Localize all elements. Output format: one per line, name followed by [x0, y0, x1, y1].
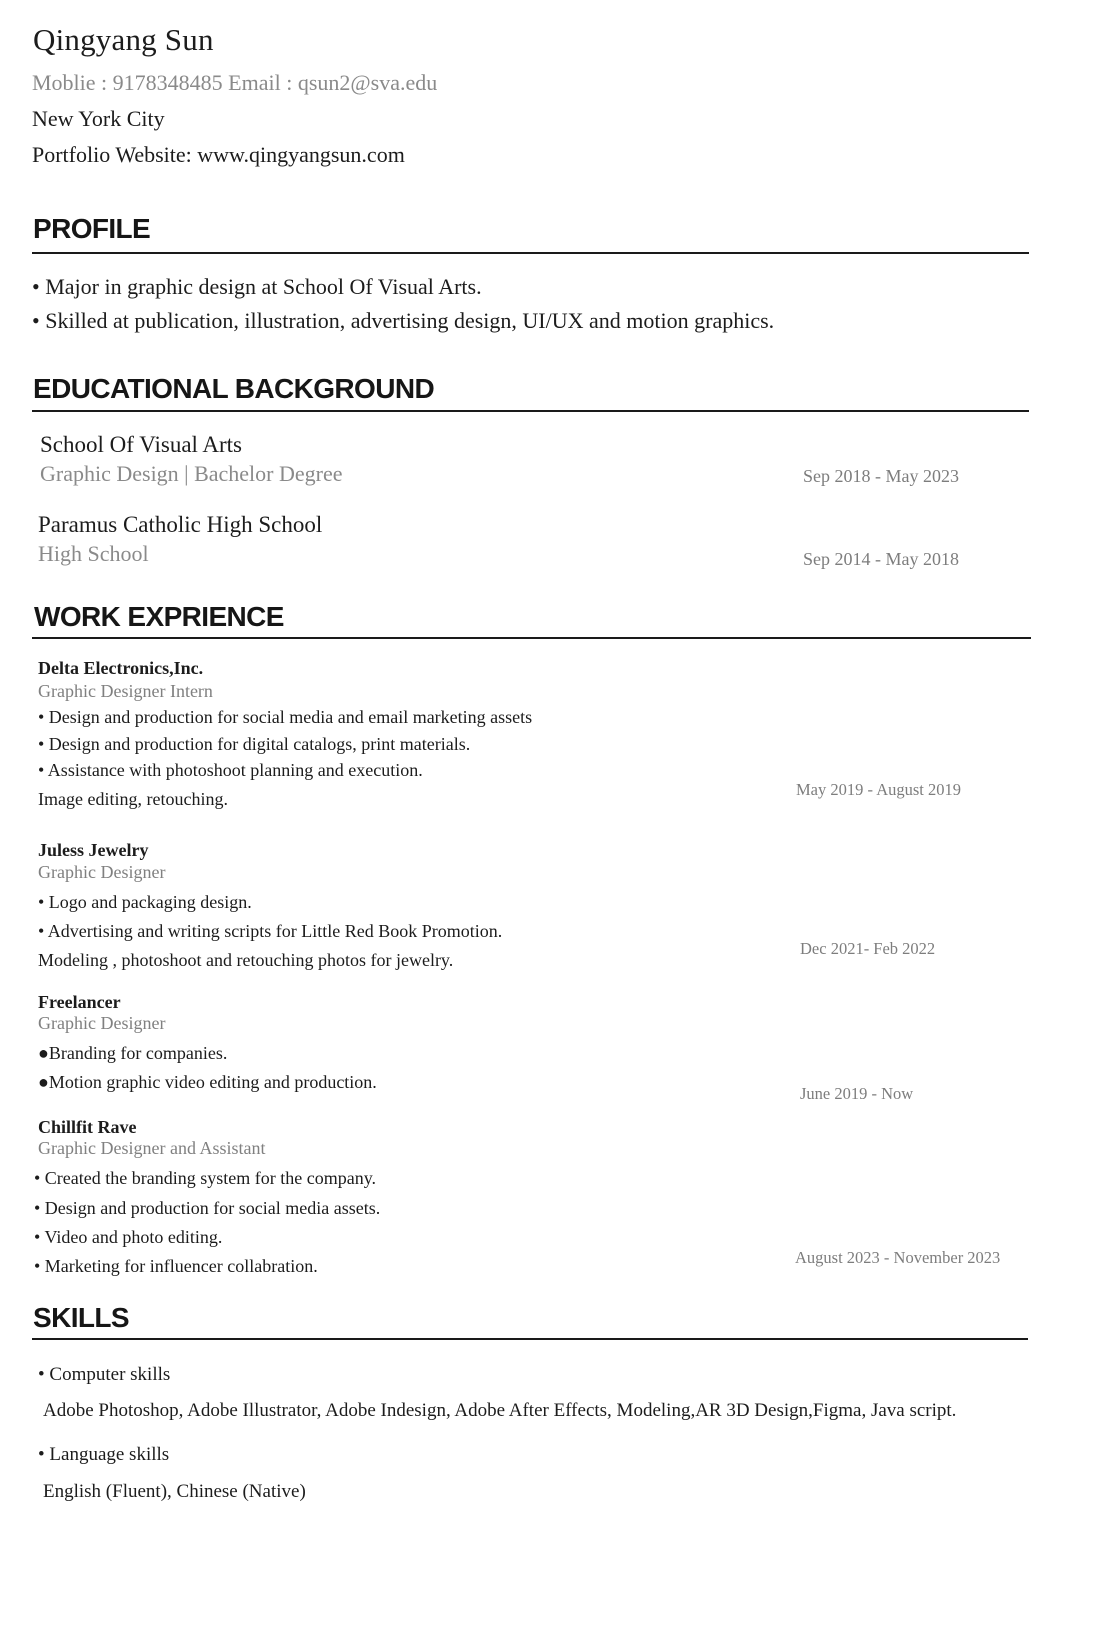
portfolio-website: Portfolio Website: www.qingyangsun.com	[32, 142, 405, 167]
work-bullet: • Video and photo editing.	[34, 1227, 223, 1247]
skill-list: Adobe Photoshop, Adobe Illustrator, Adobe Indesign, Adobe After Effects, Modeling,AR 3D Design,Figma, Java script.	[43, 1400, 957, 1421]
job-role: Graphic Designer and Assistant	[38, 1138, 266, 1158]
work-bullet: • Assistance with photoshoot planning and execution.	[38, 760, 423, 780]
work-divider	[32, 637, 1031, 639]
company-name: Freelancer	[38, 992, 121, 1012]
company-name: Juless Jewelry	[38, 840, 149, 860]
education-dates: Sep 2014 - May 2018	[803, 549, 959, 569]
job-role: Graphic Designer	[38, 862, 166, 882]
company-name: Delta Electronics,Inc.	[38, 658, 204, 678]
work-dates: June 2019 - Now	[800, 1084, 914, 1103]
skills-heading: SKILLS	[33, 1302, 129, 1333]
skill-list: English (Fluent), Chinese (Native)	[43, 1481, 306, 1502]
work-bullet: • Design and production for social media and email marketing assets	[38, 707, 533, 727]
education-heading: EDUCATIONAL BACKGROUND	[33, 373, 435, 404]
education-divider	[32, 410, 1029, 412]
skill-category: • Computer skills	[38, 1364, 171, 1385]
education-dates: Sep 2018 - May 2023	[803, 466, 959, 486]
work-bullet: ●Branding for companies.	[38, 1043, 228, 1063]
work-bullet: • Created the branding system for the company.	[34, 1168, 377, 1188]
contact-info: Moblie : 9178348485 Email : qsun2@sva.edu	[32, 70, 438, 95]
city: New York City	[32, 106, 165, 131]
work-bullet: • Marketing for influencer collabration.	[34, 1256, 318, 1276]
job-role: Graphic Designer	[38, 1013, 166, 1033]
work-dates: August 2023 - November 2023	[795, 1248, 1001, 1267]
work-bullet: • Advertising and writing scripts for Little Red Book Promotion.	[38, 921, 503, 941]
work-bullet: • Logo and packaging design.	[38, 892, 252, 912]
degree: High School	[38, 541, 149, 566]
work-heading: WORK EXPRIENCE	[34, 601, 284, 632]
work-bullet: ●Motion graphic video editing and production.	[38, 1072, 377, 1092]
work-dates: May 2019 - August 2019	[796, 780, 961, 799]
profile-bullet: • Skilled at publication, illustration, advertising design, UI/UX and motion graphics.	[32, 308, 775, 333]
company-name: Chillfit Rave	[38, 1117, 137, 1137]
candidate-name: Qingyang Sun	[33, 22, 214, 57]
school-name: Paramus Catholic High School	[38, 512, 323, 537]
work-dates: Dec 2021- Feb 2022	[800, 939, 936, 958]
work-bullet: • Design and production for digital catalogs, print materials.	[38, 734, 471, 754]
school-name: School Of Visual Arts	[40, 432, 243, 457]
degree: Graphic Design | Bachelor Degree	[40, 461, 343, 486]
profile-heading: PROFILE	[33, 213, 151, 244]
work-bullet: Image editing, retouching.	[38, 789, 228, 809]
work-bullet: Modeling , photoshoot and retouching photos for jewelry.	[38, 950, 454, 970]
skills-divider	[32, 1338, 1028, 1340]
skill-category: • Language skills	[38, 1444, 170, 1465]
job-role: Graphic Designer Intern	[38, 681, 213, 701]
profile-divider	[32, 252, 1029, 254]
profile-bullet: • Major in graphic design at School Of Visual Arts.	[32, 274, 482, 299]
work-bullet: • Design and production for social media assets.	[34, 1198, 381, 1218]
